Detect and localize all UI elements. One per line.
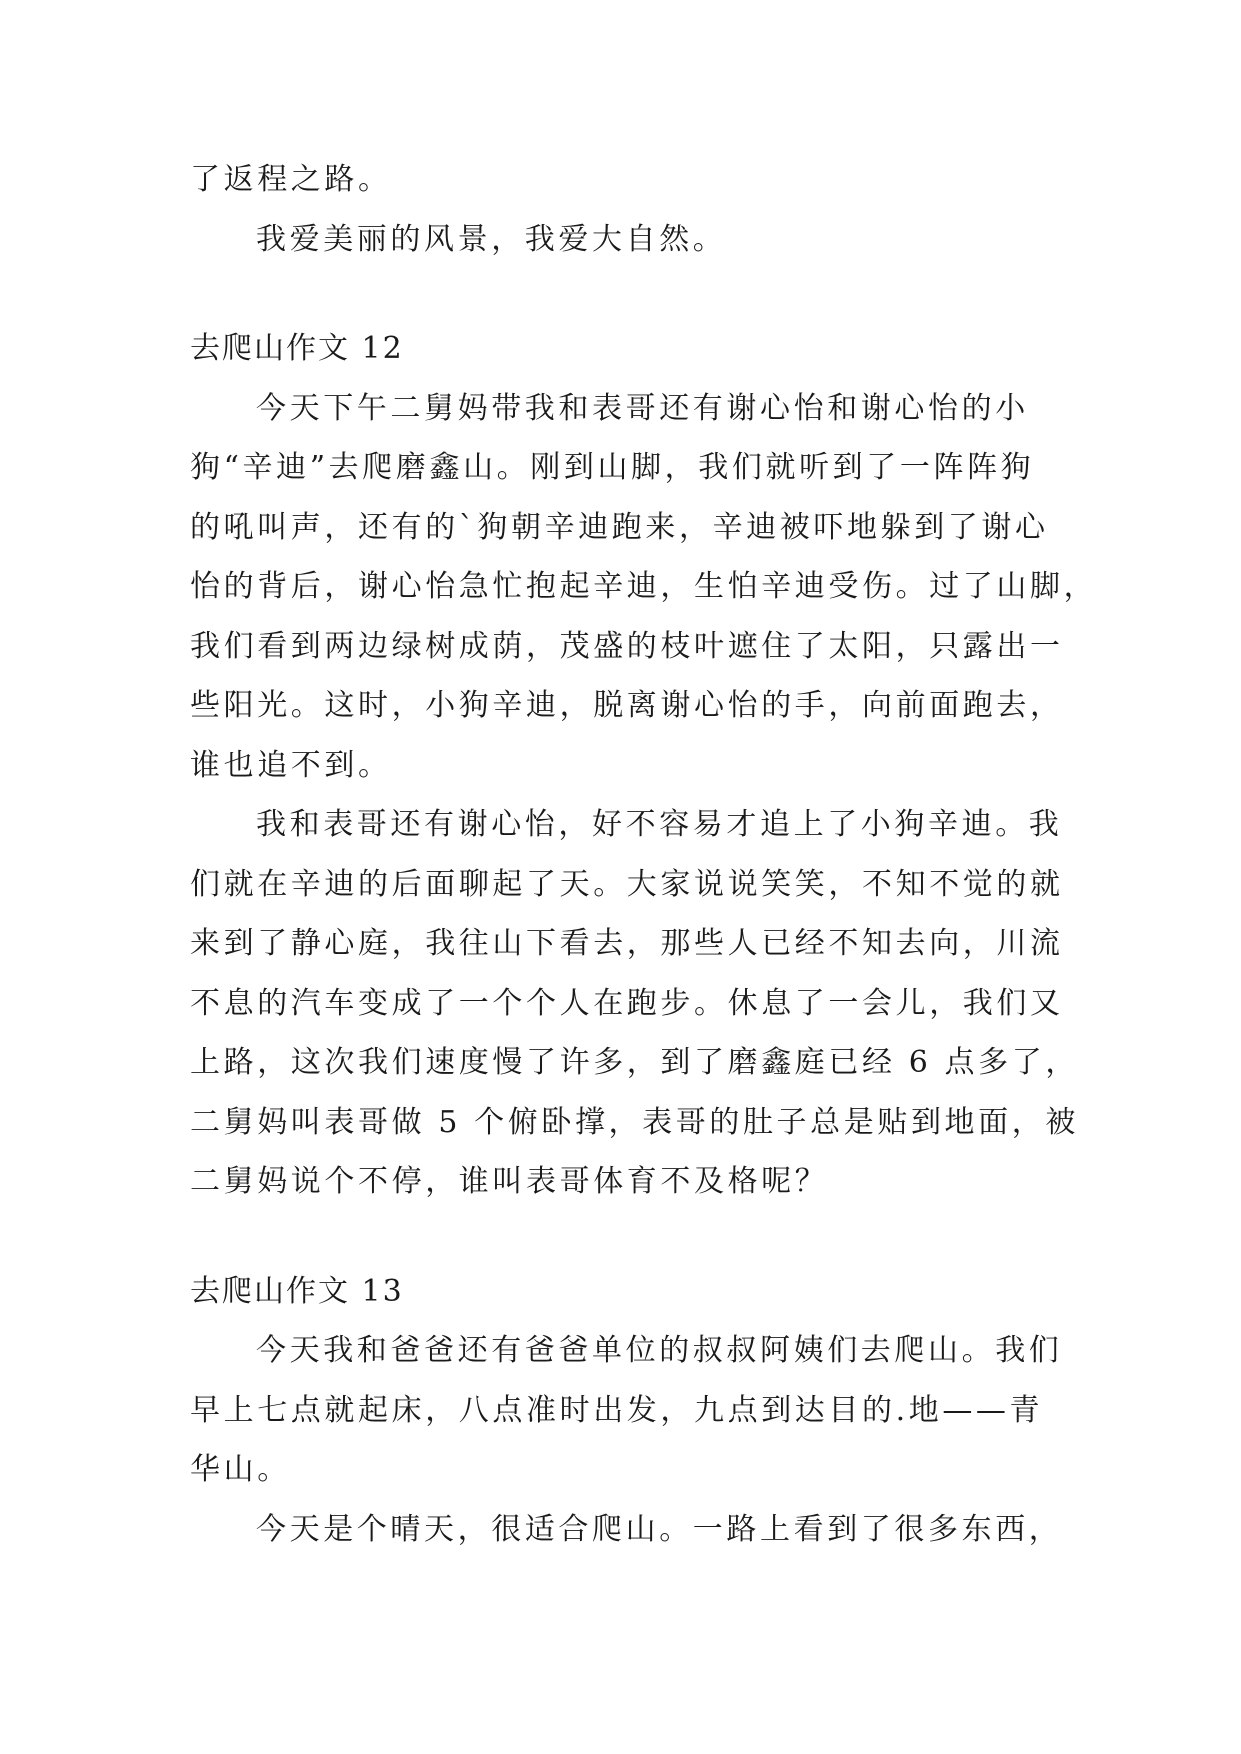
- paragraph: [190, 379, 1098, 796]
- text-line: 谁也追不到。: [190, 747, 392, 783]
- text-line: 二舅妈叫表哥做 5 个俯卧撑，表哥的肚子总是贴到地面，被: [190, 1104, 1079, 1140]
- paragraph: [190, 795, 1079, 1212]
- text-line: 不息的汽车变成了一个个人在跑步。休息了一会儿，我们又: [190, 985, 1064, 1021]
- essay-section: [190, 319, 1098, 1212]
- text-line: 我爱美丽的风景，我爱大自然。: [256, 221, 727, 257]
- section-gap: [190, 269, 1070, 319]
- text-line: 上路，这次我们速度慢了许多，到了磨鑫庭已经 6 点多了，: [190, 1045, 1079, 1080]
- paragraph: [190, 1321, 1070, 1500]
- text-line: 二舅妈说个不停，谁叫表哥体育不及格呢？: [190, 1164, 829, 1199]
- essay-section: [190, 1262, 1070, 1560]
- essay-title: 去爬山作文 12: [190, 331, 404, 366]
- text-line: 今天下午二舅妈带我和表哥还有谢心怡和谢心怡的小: [256, 390, 1029, 426]
- text-line: 些阳光。这时，小狗辛迪，脱离谢心怡的手，向前面跑去，: [190, 688, 1064, 723]
- document-page: [190, 150, 1098, 1559]
- paragraph: [190, 210, 1070, 270]
- text-line: 我和表哥还有谢心怡，好不容易才追上了小狗辛迪。我: [256, 807, 1063, 842]
- text-line: 早上七点就起床，八点准时出发，九点到达目的.地——青: [190, 1392, 1044, 1428]
- essay-title: 去爬山作文 13: [190, 1273, 404, 1309]
- text-line: 的吼叫声，还有的`狗朝辛迪跑来，辛迪被吓地躲到了谢心: [190, 509, 1049, 545]
- section-gap: [190, 1212, 1070, 1262]
- paragraph: [190, 1500, 1070, 1560]
- text-line: 华山。: [190, 1452, 291, 1487]
- text-line: 今天是个晴天，很适合爬山。一路上看到了很多东西，: [256, 1511, 1063, 1547]
- text-line: 来到了静心庭，我往山下看去，那些人已经不知去向，川流: [190, 926, 1064, 961]
- paragraph: [190, 150, 1070, 210]
- text-line: 们就在辛迪的后面聊起了天。大家说说笑笑，不知不觉的就: [190, 866, 1064, 902]
- text-line: 今天我和爸爸还有爸爸单位的叔叔阿姨们去爬山。我们: [256, 1333, 1063, 1368]
- text-line: 我们看到两边绿树成荫，茂盛的枝叶遮住了太阳，只露出一: [190, 628, 1064, 664]
- text-line: 怡的背后，谢心怡急忙抱起辛迪，生怕辛迪受伤。过了山脚，: [190, 569, 1098, 604]
- text-line: 了返程之路。: [190, 162, 392, 197]
- text-line: 狗“辛迪”去爬磨鑫山。刚到山脚，我们就听到了一阵阵狗: [190, 450, 1035, 485]
